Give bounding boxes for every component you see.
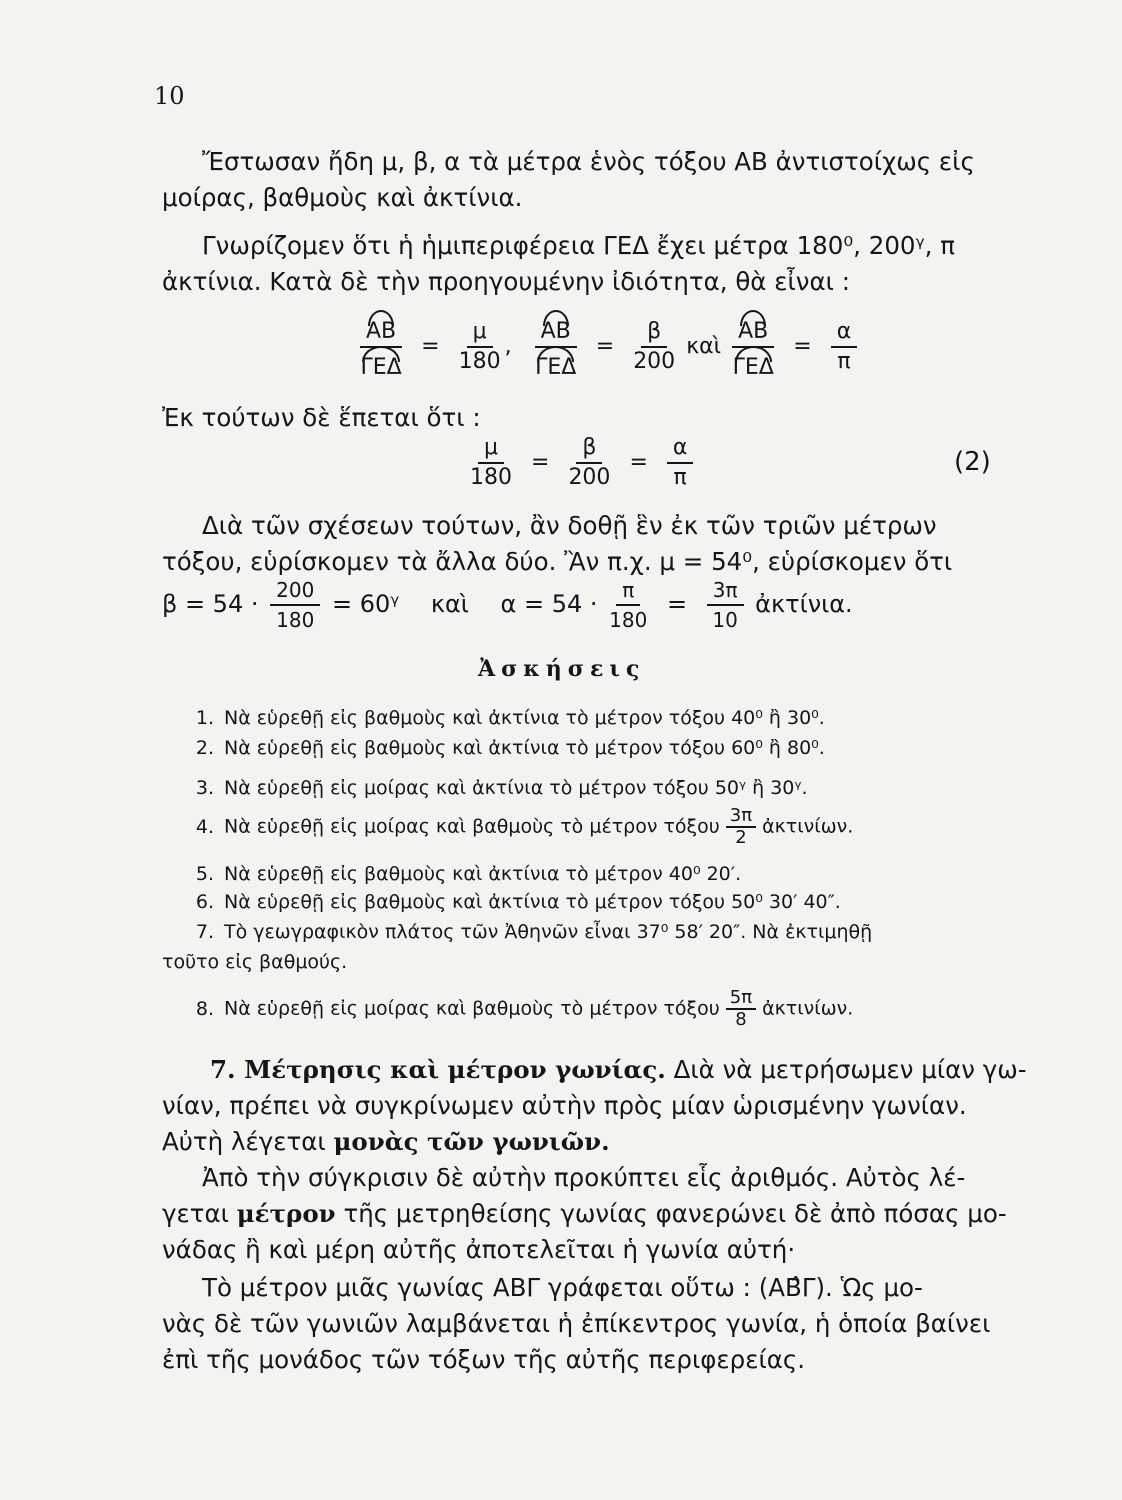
mu-symbol: μ [478,436,504,464]
exercise-item [162,862,1012,886]
angle-notation: ΑΒ̂Γ [768,1273,816,1302]
measure-text: ). Ὡς μο- [815,1273,923,1302]
value-180: 180 [276,608,315,632]
relations-line-1: Διὰ τῶν σχέσεων τούτων, ἂν δοθῇ ἓν ἐκ τῶν τριῶν μέτρων [202,511,937,540]
compare-text: τῆς μετρηθείσης γωνίας φανερώνει δὲ ἀπὸ πόσας μο- [343,1199,1007,1228]
exercise-item [162,706,1012,730]
exercise-item [162,920,1012,944]
exercise-text: Νὰ εὑρεθῇ εἰς μοίρας καὶ βαθμοὺς τὸ μέτρον τόξου [224,997,720,1020]
fraction-alpha-pi [831,320,858,374]
intro-line-1: Ἔστωσαν ἤδη μ, β, α τὰ μέτρα ἑνὸς τόξου ΑΒ ἀντιστοίχως εἰς [202,147,975,176]
equation-ratios [356,314,861,380]
fraction-200-180 [270,578,320,632]
beta-symbol: β [641,320,667,348]
fraction-beta-200 [633,320,675,374]
exercise-item [162,988,1012,1030]
beta-result: = 60ᵞ [331,590,400,618]
measure-text: Τὸ μέτρον μιᾶς γωνίας ΑΒΓ γράφεται οὕτω : ( [202,1273,769,1302]
unit-radians: ἀκτίνια. [755,590,853,618]
exercise-item [162,736,1012,760]
exercise-text: Τὸ γεωγραφικὸν πλάτος τῶν Ἀθηνῶν εἶναι 37⁰ 58′ 20″. Νὰ ἐκτιμηθῇ [224,921,873,943]
equals-sign: = [595,334,615,359]
value-180: 180 [458,349,501,374]
equation-2 [466,436,697,490]
exercise-text: τοῦτο εἰς βαθμούς. [162,951,348,973]
fraction-alpha-pi [667,436,694,490]
alpha-symbol: α [831,320,858,348]
equals-sign: = [667,590,688,618]
exercise-text: Νὰ εὑρεθῇ εἰς μοίρας καὶ βαθμοὺς τὸ μέτρον τόξου [224,815,720,838]
word-kai: καὶ [430,590,469,618]
value-180: 180 [609,608,648,632]
value-3pi: 3π [726,806,756,828]
equation-example [162,578,853,632]
word-kai: καὶ [686,334,722,359]
fraction-ab-ged-2 [535,314,577,380]
arc-ab: ΑΒ [541,314,571,344]
fraction-5pi-8 [726,988,756,1030]
exercise-number: 6. [195,891,214,913]
value-200: 200 [633,349,676,374]
known-line-1: Γνωρίζομεν ὅτι ἡ ἡμιπεριφέρεια ΓΕΔ ἔχει μέτρα 180⁰, 200ᵞ, π [202,231,955,260]
exercise-number: 5. [195,863,214,885]
section-text: Αὐτὴ λέγεται [162,1127,326,1156]
exercise-text-end: ἀκτινίων. [762,815,854,838]
measure-line-3: ἐπὶ τῆς μονάδος τῶν τόξων τῆς αὐτῆς περιφερείας. [162,1345,806,1374]
compare-paragraph [162,1160,1007,1268]
exercise-number: 2. [195,737,214,759]
exercise-number: 3. [195,777,214,799]
exercise-number: 8. [195,997,214,1020]
exercise-item [162,776,1012,800]
section-text: Διὰ νὰ μετρήσωμεν μίαν γω- [673,1055,1027,1084]
value-200: 200 [568,465,611,490]
exercises-heading: Ἀσκήσεις [478,656,646,682]
exercise-item [162,806,1012,848]
follows-line [162,400,1000,436]
value-200: 200 [270,578,320,606]
term-unit-of-angles: μονὰς τῶν γωνιῶν. [333,1127,610,1156]
measure-line-2: νὰς δὲ τῶν γωνιῶν λαμβάνεται ἡ ἐπίκεντρος γωνία, ἡ ὁποία βαίνει [162,1309,991,1338]
fraction-pi-180 [609,578,647,632]
compare-line-3: νάδας ἢ καὶ μέρη αὐτῆς ἀποτελεῖται ἡ γωνία αὐτή· [162,1235,796,1264]
value-3pi: 3π [707,578,744,606]
fraction-mu-180 [459,320,501,374]
exercise-number: 4. [195,815,214,838]
mu-symbol: μ [467,320,493,348]
compare-line-1: Ἀπὸ τὴν σύγκρισιν δὲ αὐτὴν προκύπτει εἷς ἀριθμός. Αὐτὸς λέ- [202,1163,966,1192]
fraction-mu-180 [470,436,512,490]
fraction-3pi-2 [726,806,756,848]
equation-number: (2) [954,447,991,477]
measure-paragraph [162,1270,1000,1378]
relations-line-2: τόξου, εὑρίσκομεν τὰ ἄλλα δύο. Ἂν π.χ. μ = 54⁰, εὑρίσκομεν ὅτι [162,547,953,576]
intro-paragraph [162,144,1000,216]
exercise-text: Νὰ εὑρεθῇ εἰς μοίρας καὶ ἀκτίνια τὸ μέτρον τόξου 50ᵞ ἢ 30ᵞ. [224,777,808,799]
arc-ged: ΓΕΔ [535,350,576,380]
beta-symbol: β [576,436,602,464]
arc-ab: ΑΒ [366,314,396,344]
page-number: 10 [154,82,185,110]
compare-text: γεται [162,1199,229,1228]
value-5pi: 5π [726,988,756,1010]
exercise-text: Νὰ εὑρεθῇ εἰς βαθμοὺς καὶ ἀκτίνια τὸ μέτρον τόξου 50⁰ 30′ 40″. [224,891,841,913]
section-line-2: νίαν, πρέπει νὰ συγκρίνωμεν αὐτὴν πρὸς μίαν ὡρισμένην γωνίαν. [162,1091,967,1120]
pi-symbol: π [616,578,640,606]
intro-line-2: μοίρας, βαθμοὺς καὶ ἀκτίνια. [162,183,523,212]
value-8: 8 [735,1009,747,1030]
equals-sign: = [629,450,648,475]
value-10: 10 [712,608,738,632]
arc-ab: ΑΒ [738,314,768,344]
section-7 [162,1052,1027,1160]
fraction-ab-ged-3 [732,314,774,380]
known-line-2: ἀκτίνια. Κατὰ δὲ τὴν προηγουμένην ἰδιότητα, θὰ εἶναι : [162,267,850,296]
known-paragraph [162,228,1000,300]
arc-ged: ΓΕΔ [733,350,774,380]
exercise-item-continuation [162,950,1012,974]
term-measure: μέτρον [236,1199,336,1228]
exercise-text: Νὰ εὑρεθῇ εἰς βαθμοὺς καὶ ἀκτίνια τὸ μέτρον τόξου 40⁰ ἢ 30⁰. [224,707,825,729]
equals-sign: = [531,450,550,475]
relations-paragraph [162,508,1000,580]
exercise-text-end: ἀκτινίων. [762,997,854,1020]
exercise-item [162,890,1012,914]
exercise-text: Νὰ εὑρεθῇ εἰς βαθμοὺς καὶ ἀκτίνια τὸ μέτρον τόξου 60⁰ ἢ 80⁰. [224,737,825,759]
comma: , [504,334,512,359]
pi-symbol: π [673,465,687,490]
section-title: 7. Μέτρησις καὶ μέτρον γωνίας. [210,1055,666,1084]
fraction-3pi-10 [707,578,744,632]
equals-sign: = [421,334,440,359]
fraction-ab-ged-1 [360,314,402,380]
alpha-expression: α = 54 · [500,590,598,618]
value-2: 2 [735,827,747,848]
alpha-symbol: α [667,436,694,464]
exercise-number: 7. [195,921,214,943]
follows-text: Ἐκ τούτων δὲ ἕπεται ὅτι : [162,403,481,432]
equals-sign: = [793,334,812,359]
value-180: 180 [470,465,512,490]
exercise-number: 1. [195,707,214,729]
arc-ged: ΓΕΔ [360,350,401,380]
pi-symbol: π [837,349,851,374]
exercise-text: Νὰ εὑρεθῇ εἰς βαθμοὺς καὶ ἀκτίνια τὸ μέτρον 40⁰ 20′. [224,863,742,885]
beta-expression: β = 54 · [162,590,259,618]
fraction-beta-200 [568,436,610,490]
